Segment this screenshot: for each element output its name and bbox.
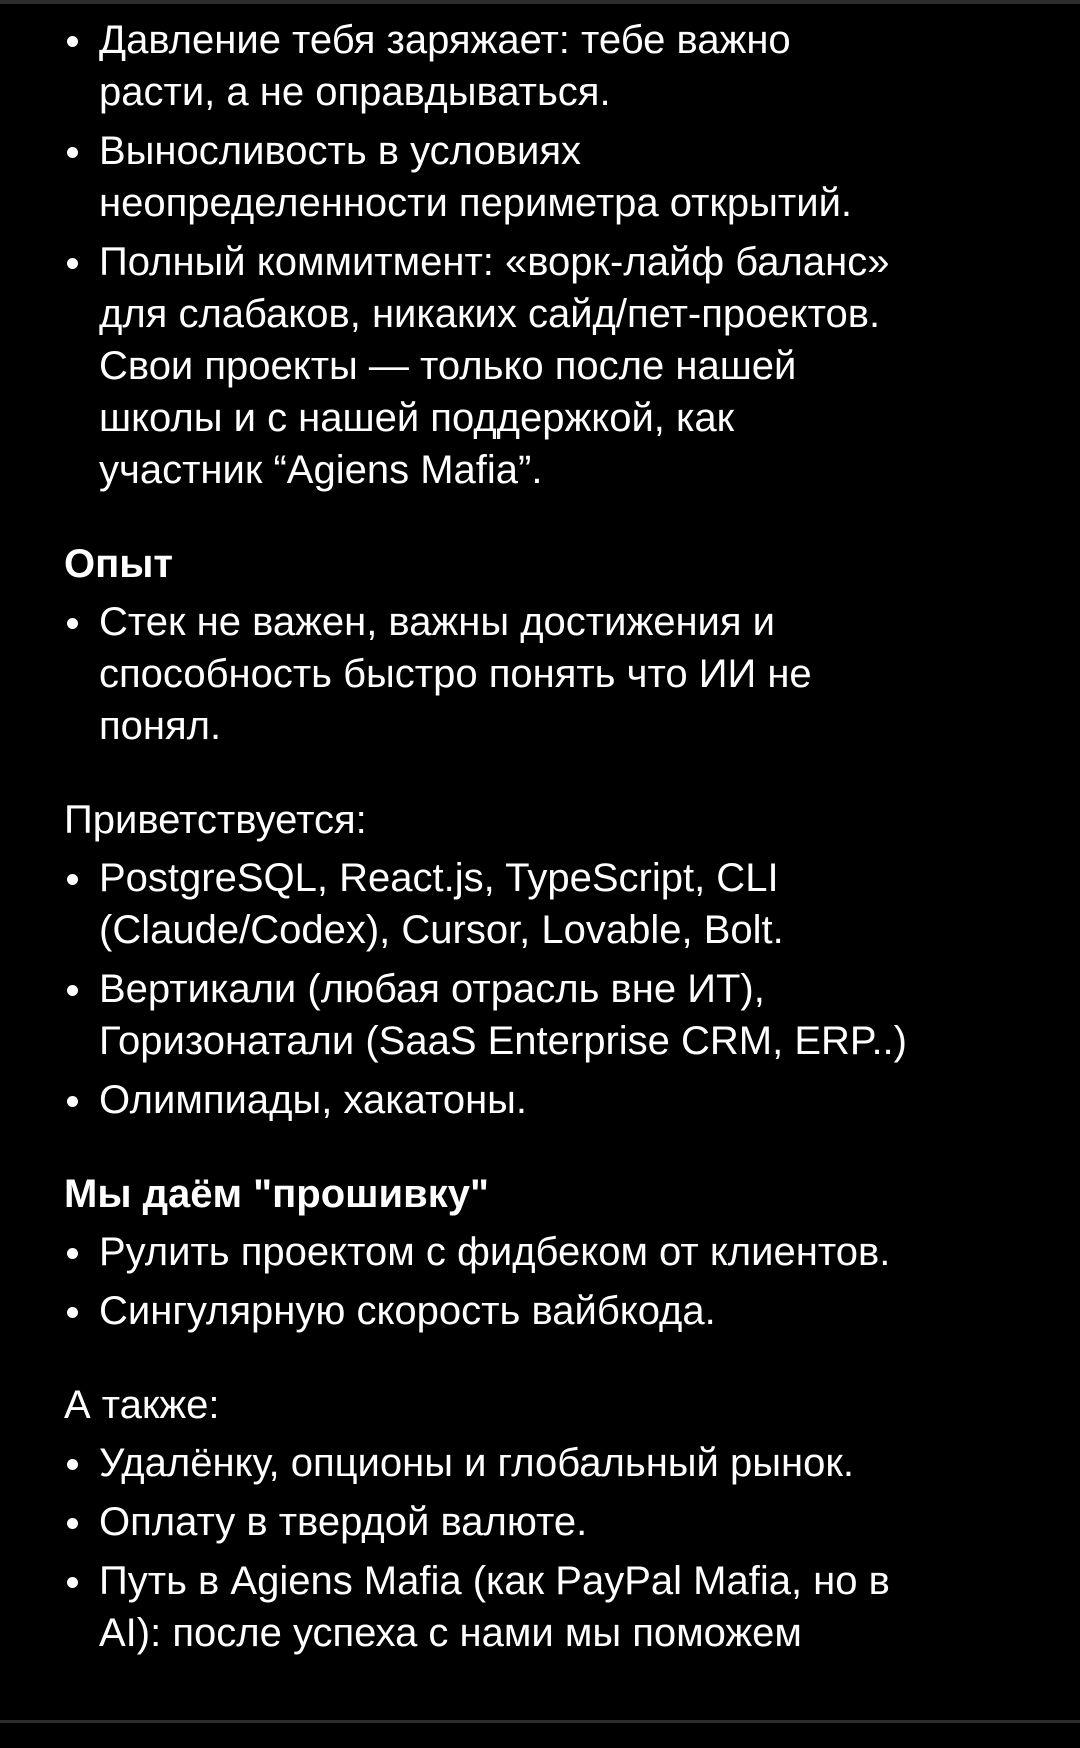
experience-heading: Опыт [64,542,174,586]
message-content [64,14,1024,1666]
list-item: Рулить проектом с фидбеком от клиентов. [64,1226,1024,1278]
bottom-frame-border [0,1720,1080,1748]
list-item: Выносливость в условиях неопределенности периметра открытий. [64,125,1024,229]
firmware-heading: Мы даём "прошивку" [64,1172,489,1216]
list-item: Сингулярную скорость вайбкода. [64,1285,1024,1337]
intro-list [64,14,1024,496]
experience-list [64,596,1024,752]
list-item: Путь в Agiens Mafia (как PayPal Mafia, но в AI): после успеха с нами мы поможем [64,1555,1024,1659]
bullet-icon [67,1248,78,1259]
list-item: Давление тебя заряжает: тебе важно расти, а не оправдываться. [64,14,1024,118]
bullet-icon [67,1459,78,1470]
bullet-icon [67,618,78,629]
welcome-list [64,852,1024,1126]
list-item: Вертикали (любая отрасль вне ИТ), Горизонатали (SaaS Enterprise CRM, ERP..) [64,963,1024,1067]
bullet-icon [67,1307,78,1318]
bullet-icon [67,1096,78,1107]
firmware-list [64,1226,1024,1337]
also-heading: А также: [64,1383,220,1427]
list-item: Стек не важен, важны достижения и способность быстро понять что ИИ не понял. [64,596,1024,752]
list-item: Удалёнку, опционы и глобальный рынок. [64,1437,1024,1489]
bullet-icon [67,1577,78,1588]
welcome-heading: Приветствуется: [64,798,367,842]
list-item: Оплату в твердой валюте. [64,1496,1024,1548]
list-item: PostgreSQL, React.js, TypeScript, CLI (Claude/Codex), Cursor, Lovable, Bolt. [64,852,1024,956]
bullet-icon [67,147,78,158]
bullet-icon [67,1518,78,1529]
also-list [64,1437,1024,1659]
bullet-icon [67,985,78,996]
list-item: Полный коммитмент: «ворк-лайф баланс» для слабаков, никаких сайд/пет-проектов. Свои проекты — только после нашей школы и с нашей поддержкой, как участник “Agiens Mafia”. [64,236,1024,496]
bullet-icon [67,874,78,885]
bullet-icon [67,36,78,47]
bullet-icon [67,258,78,269]
top-frame-border [0,0,1080,4]
list-item: Олимпиады, хакатоны. [64,1074,1024,1126]
